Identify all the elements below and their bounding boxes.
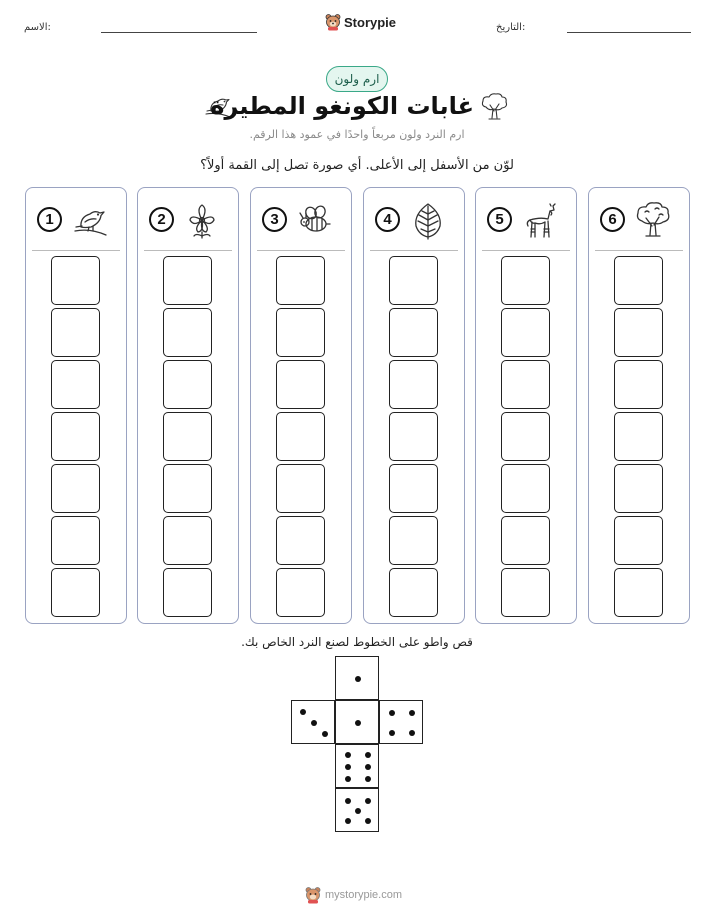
color-cell[interactable] bbox=[276, 568, 325, 617]
die-pip bbox=[345, 818, 351, 824]
color-cell[interactable] bbox=[614, 360, 663, 409]
color-cell[interactable] bbox=[276, 256, 325, 305]
color-cell[interactable] bbox=[276, 308, 325, 357]
die-face-6 bbox=[335, 744, 379, 788]
color-cell[interactable] bbox=[501, 308, 550, 357]
color-cell[interactable] bbox=[501, 516, 550, 565]
die-face-4 bbox=[379, 700, 423, 744]
color-cell[interactable] bbox=[501, 256, 550, 305]
color-cell[interactable] bbox=[163, 568, 212, 617]
page-title: غابات الكونغو المطيرة bbox=[210, 92, 474, 120]
column-4 bbox=[363, 187, 465, 624]
color-cell[interactable] bbox=[389, 360, 438, 409]
color-cell[interactable] bbox=[51, 464, 100, 513]
tree-icon bbox=[478, 91, 510, 123]
color-cell[interactable] bbox=[163, 256, 212, 305]
bird-icon bbox=[70, 200, 110, 240]
color-cell[interactable] bbox=[389, 308, 438, 357]
color-cell[interactable] bbox=[163, 308, 212, 357]
color-cell[interactable] bbox=[163, 412, 212, 461]
die-face-1 bbox=[335, 656, 379, 700]
die-pip bbox=[409, 710, 415, 716]
color-cell[interactable] bbox=[276, 360, 325, 409]
die-pip bbox=[365, 818, 371, 824]
die-pip bbox=[389, 730, 395, 736]
color-cell[interactable] bbox=[614, 568, 663, 617]
die-pip bbox=[355, 808, 361, 814]
color-cell[interactable] bbox=[614, 464, 663, 513]
die-face-1 bbox=[335, 700, 379, 744]
color-cell[interactable] bbox=[51, 256, 100, 305]
cut-instruction: قص واطو على الخطوط لصنع النرد الخاص بك. bbox=[241, 635, 473, 649]
column-number: 6 bbox=[600, 207, 625, 232]
color-cell[interactable] bbox=[501, 412, 550, 461]
color-cell[interactable] bbox=[51, 516, 100, 565]
name-label: الاسم: bbox=[24, 22, 51, 33]
color-cell[interactable] bbox=[389, 464, 438, 513]
die-pip bbox=[355, 720, 361, 726]
die-pip bbox=[365, 798, 371, 804]
color-cell[interactable] bbox=[614, 308, 663, 357]
color-cell[interactable] bbox=[389, 568, 438, 617]
footer-url[interactable]: mystorypie.com bbox=[325, 889, 403, 901]
column-number: 3 bbox=[262, 207, 287, 232]
column-divider bbox=[144, 250, 232, 251]
color-cell[interactable] bbox=[614, 412, 663, 461]
color-cell[interactable] bbox=[276, 516, 325, 565]
name-line[interactable] bbox=[101, 32, 257, 33]
leaf-icon bbox=[408, 200, 448, 240]
column-number: 5 bbox=[487, 207, 512, 232]
column-number: 2 bbox=[149, 207, 174, 232]
bee-icon bbox=[295, 200, 335, 240]
die-pip bbox=[365, 764, 371, 770]
die-pip bbox=[365, 776, 371, 782]
color-cell[interactable] bbox=[276, 464, 325, 513]
die-pip bbox=[409, 730, 415, 736]
brand-name: Storypie bbox=[344, 14, 397, 30]
die-face-3 bbox=[291, 700, 335, 744]
color-cell[interactable] bbox=[51, 360, 100, 409]
color-cell[interactable] bbox=[163, 464, 212, 513]
die-pip bbox=[345, 752, 351, 758]
column-number: 4 bbox=[375, 207, 400, 232]
column-divider bbox=[32, 250, 120, 251]
date-line[interactable] bbox=[567, 32, 691, 33]
bear-logo-icon bbox=[305, 886, 321, 904]
brand-logo bbox=[325, 12, 396, 32]
tree-icon bbox=[633, 200, 673, 240]
okapi-icon bbox=[520, 200, 560, 240]
date-label: التاريخ: bbox=[496, 22, 526, 33]
subtitle: ارم النرد ولون مربعاً واحدًا في عمود هذا الرقم. bbox=[249, 128, 465, 141]
color-cell[interactable] bbox=[614, 256, 663, 305]
color-cell[interactable] bbox=[614, 516, 663, 565]
die-pip bbox=[389, 710, 395, 716]
column-5 bbox=[475, 187, 577, 624]
color-cell[interactable] bbox=[389, 412, 438, 461]
flower-icon bbox=[182, 200, 222, 240]
column-divider bbox=[370, 250, 458, 251]
color-cell[interactable] bbox=[389, 516, 438, 565]
die-pip bbox=[322, 731, 328, 737]
color-cell[interactable] bbox=[51, 308, 100, 357]
column-3 bbox=[250, 187, 352, 624]
column-6 bbox=[588, 187, 690, 624]
column-divider bbox=[595, 250, 683, 251]
color-cell[interactable] bbox=[389, 256, 438, 305]
color-cell[interactable] bbox=[501, 360, 550, 409]
color-cell[interactable] bbox=[163, 360, 212, 409]
color-cell[interactable] bbox=[501, 464, 550, 513]
instruction-text: لوّن من الأسفل إلى الأعلى. أي صورة تصل إلى القمة أولاً؟ bbox=[200, 158, 514, 173]
die-pip bbox=[345, 798, 351, 804]
die-pip bbox=[345, 776, 351, 782]
color-cell[interactable] bbox=[51, 412, 100, 461]
die-pip bbox=[365, 752, 371, 758]
bear-logo-icon bbox=[325, 13, 341, 31]
activity-badge: ارم ولون bbox=[326, 66, 388, 92]
die-face-5 bbox=[335, 788, 379, 832]
column-divider bbox=[257, 250, 345, 251]
color-cell[interactable] bbox=[501, 568, 550, 617]
die-pip bbox=[355, 676, 361, 682]
footer bbox=[305, 884, 402, 906]
column-2 bbox=[137, 187, 239, 624]
color-cell[interactable] bbox=[51, 568, 100, 617]
die-pip bbox=[345, 764, 351, 770]
column-number: 1 bbox=[37, 207, 62, 232]
color-cell[interactable] bbox=[163, 516, 212, 565]
die-pip bbox=[300, 709, 306, 715]
die-pip bbox=[311, 720, 317, 726]
column-divider bbox=[482, 250, 570, 251]
column-1 bbox=[25, 187, 127, 624]
color-cell[interactable] bbox=[276, 412, 325, 461]
